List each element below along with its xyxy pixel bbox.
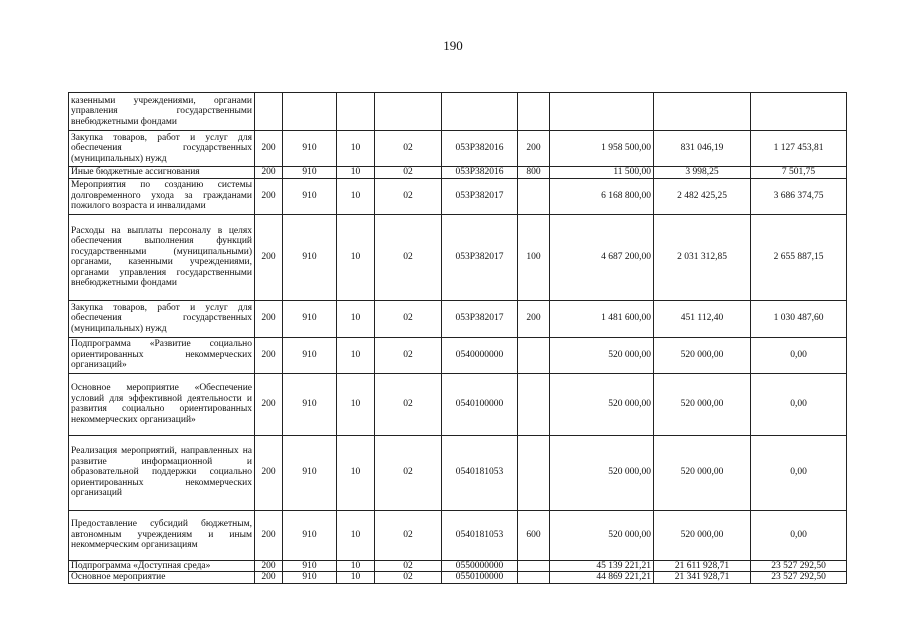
executed-amount-cell: 3 998,25 <box>654 167 751 179</box>
target-item-cell: 0550000000 <box>442 560 518 572</box>
remaining-amount-cell: 1 030 487,60 <box>751 300 847 337</box>
planned-amount-cell: 6 168 800,00 <box>550 178 654 214</box>
planned-amount-cell: 4 687 200,00 <box>550 214 654 300</box>
executed-amount-cell: 831 046,19 <box>654 131 751 167</box>
planned-amount-cell: 520 000,00 <box>550 337 654 373</box>
executed-amount-cell: 2 482 425,25 <box>654 178 751 214</box>
table-row <box>69 510 847 560</box>
expense-type-cell: 200 <box>518 131 550 167</box>
planned-amount-cell: 44 869 221,21 <box>550 572 654 584</box>
remaining-amount-cell: 23 527 292,50 <box>751 560 847 572</box>
target-item-cell: 0550100000 <box>442 572 518 584</box>
expense-type-cell <box>518 337 550 373</box>
expense-name-cell: Закупка товаров, работ и услуг для обеспечения государственных (муниципальных) нужд <box>69 131 255 167</box>
target-item-cell: 0540100000 <box>442 373 518 435</box>
expense-type-cell: 800 <box>518 167 550 179</box>
expense-name-cell: Расходы на выплаты персоналу в целях обеспечения выполнения функций государственными (муниципальными) органами, казенными учреждениями, органами управления государственными внебюджетными фондами <box>69 214 255 300</box>
admin-code-cell: 200 <box>255 178 283 214</box>
planned-amount-cell: 1 481 600,00 <box>550 300 654 337</box>
executed-amount-cell: 520 000,00 <box>654 373 751 435</box>
subsection-code-cell: 02 <box>375 337 442 373</box>
ministry-code-cell: 910 <box>283 300 337 337</box>
planned-amount-cell: 1 958 500,00 <box>550 131 654 167</box>
ministry-code-cell: 910 <box>283 167 337 179</box>
remaining-amount-cell: 1 127 453,81 <box>751 131 847 167</box>
expense-type-cell <box>518 435 550 510</box>
admin-code-cell: 200 <box>255 510 283 560</box>
section-code-cell <box>337 93 375 131</box>
subsection-code-cell: 02 <box>375 373 442 435</box>
subsection-code-cell: 02 <box>375 167 442 179</box>
admin-code-cell: 200 <box>255 131 283 167</box>
section-code-cell: 10 <box>337 178 375 214</box>
table-row <box>69 373 847 435</box>
planned-amount-cell <box>550 93 654 131</box>
ministry-code-cell: 910 <box>283 131 337 167</box>
admin-code-cell: 200 <box>255 167 283 179</box>
executed-amount-cell: 451 112,40 <box>654 300 751 337</box>
planned-amount-cell: 520 000,00 <box>550 435 654 510</box>
table-row <box>69 214 847 300</box>
planned-amount-cell: 520 000,00 <box>550 373 654 435</box>
remaining-amount-cell: 23 527 292,50 <box>751 572 847 584</box>
table-row <box>69 131 847 167</box>
expense-name-cell: Основное мероприятие <box>69 572 255 584</box>
admin-code-cell: 200 <box>255 214 283 300</box>
table-row <box>69 178 847 214</box>
section-code-cell: 10 <box>337 572 375 584</box>
planned-amount-cell: 11 500,00 <box>550 167 654 179</box>
ministry-code-cell: 910 <box>283 510 337 560</box>
subsection-code-cell <box>375 93 442 131</box>
section-code-cell: 10 <box>337 214 375 300</box>
section-code-cell: 10 <box>337 337 375 373</box>
admin-code-cell: 200 <box>255 435 283 510</box>
subsection-code-cell: 02 <box>375 300 442 337</box>
admin-code-cell: 200 <box>255 337 283 373</box>
admin-code-cell: 200 <box>255 373 283 435</box>
section-code-cell: 10 <box>337 560 375 572</box>
expense-type-cell <box>518 373 550 435</box>
expense-name-cell: Реализация мероприятий, направленных на развитие информационной и образовательной поддержки социально ориентированных некоммерческих организаций <box>69 435 255 510</box>
remaining-amount-cell: 0,00 <box>751 510 847 560</box>
expense-type-cell <box>518 560 550 572</box>
expense-name-cell: Основное мероприятие «Обеспечение условий для эффективной деятельности и развития социально ориентированных некоммерческих организаций» <box>69 373 255 435</box>
admin-code-cell <box>255 93 283 131</box>
admin-code-cell: 200 <box>255 572 283 584</box>
ministry-code-cell: 910 <box>283 178 337 214</box>
ministry-code-cell: 910 <box>283 435 337 510</box>
subsection-code-cell: 02 <box>375 214 442 300</box>
admin-code-cell: 200 <box>255 560 283 572</box>
expense-name-cell: Мероприятия по созданию системы долговременного ухода за гражданами пожилого возраста и инвалидами <box>69 178 255 214</box>
planned-amount-cell: 520 000,00 <box>550 510 654 560</box>
expense-type-cell <box>518 93 550 131</box>
section-code-cell: 10 <box>337 167 375 179</box>
admin-code-cell: 200 <box>255 300 283 337</box>
remaining-amount-cell: 0,00 <box>751 373 847 435</box>
executed-amount-cell: 520 000,00 <box>654 435 751 510</box>
table-row <box>69 300 847 337</box>
page-number: 190 <box>443 38 463 53</box>
table-row <box>69 93 847 131</box>
executed-amount-cell: 2 031 312,85 <box>654 214 751 300</box>
table-row <box>69 337 847 373</box>
target-item-cell: 053P382017 <box>442 178 518 214</box>
planned-amount-cell: 45 139 221,21 <box>550 560 654 572</box>
expense-name-cell: Закупка товаров, работ и услуг для обеспечения государственных (муниципальных) нужд <box>69 300 255 337</box>
section-code-cell: 10 <box>337 435 375 510</box>
remaining-amount-cell: 0,00 <box>751 337 847 373</box>
table-row <box>69 435 847 510</box>
executed-amount-cell: 21 611 928,71 <box>654 560 751 572</box>
target-item-cell: 053P382017 <box>442 214 518 300</box>
table-row <box>69 572 847 584</box>
target-item-cell: 0540000000 <box>442 337 518 373</box>
ministry-code-cell: 910 <box>283 560 337 572</box>
target-item-cell: 053P382017 <box>442 300 518 337</box>
target-item-cell: 053P382016 <box>442 167 518 179</box>
executed-amount-cell: 21 341 928,71 <box>654 572 751 584</box>
executed-amount-cell: 520 000,00 <box>654 510 751 560</box>
section-code-cell: 10 <box>337 300 375 337</box>
subsection-code-cell: 02 <box>375 435 442 510</box>
expense-type-cell <box>518 572 550 584</box>
expense-name-cell: Подпрограмма «Доступная среда» <box>69 560 255 572</box>
subsection-code-cell: 02 <box>375 131 442 167</box>
table-row <box>69 167 847 179</box>
target-item-cell: 0540181053 <box>442 510 518 560</box>
executed-amount-cell <box>654 93 751 131</box>
expense-type-cell: 100 <box>518 214 550 300</box>
subsection-code-cell: 02 <box>375 572 442 584</box>
subsection-code-cell: 02 <box>375 510 442 560</box>
budget-table <box>68 92 847 584</box>
target-item-cell: 0540181053 <box>442 435 518 510</box>
remaining-amount-cell: 3 686 374,75 <box>751 178 847 214</box>
expense-name-cell: Предоставление субсидий бюджетным, автономным учреждениям и иным некоммерческим организациям <box>69 510 255 560</box>
ministry-code-cell: 910 <box>283 373 337 435</box>
ministry-code-cell: 910 <box>283 572 337 584</box>
remaining-amount-cell <box>751 93 847 131</box>
remaining-amount-cell: 0,00 <box>751 435 847 510</box>
remaining-amount-cell: 7 501,75 <box>751 167 847 179</box>
expense-name-cell: Иные бюджетные ассигнования <box>69 167 255 179</box>
expense-type-cell: 600 <box>518 510 550 560</box>
table-row <box>69 560 847 572</box>
expense-name-cell: Подпрограмма «Развитие социально ориентированных некоммерческих организаций» <box>69 337 255 373</box>
ministry-code-cell: 910 <box>283 214 337 300</box>
expense-type-cell: 200 <box>518 300 550 337</box>
section-code-cell: 10 <box>337 131 375 167</box>
ministry-code-cell <box>283 93 337 131</box>
target-item-cell <box>442 93 518 131</box>
section-code-cell: 10 <box>337 510 375 560</box>
target-item-cell: 053P382016 <box>442 131 518 167</box>
remaining-amount-cell: 2 655 887,15 <box>751 214 847 300</box>
expense-name-cell: казенными учреждениями, органами управления государственными внебюджетными фондами <box>69 93 255 131</box>
subsection-code-cell: 02 <box>375 178 442 214</box>
subsection-code-cell: 02 <box>375 560 442 572</box>
executed-amount-cell: 520 000,00 <box>654 337 751 373</box>
ministry-code-cell: 910 <box>283 337 337 373</box>
expense-type-cell <box>518 178 550 214</box>
section-code-cell: 10 <box>337 373 375 435</box>
